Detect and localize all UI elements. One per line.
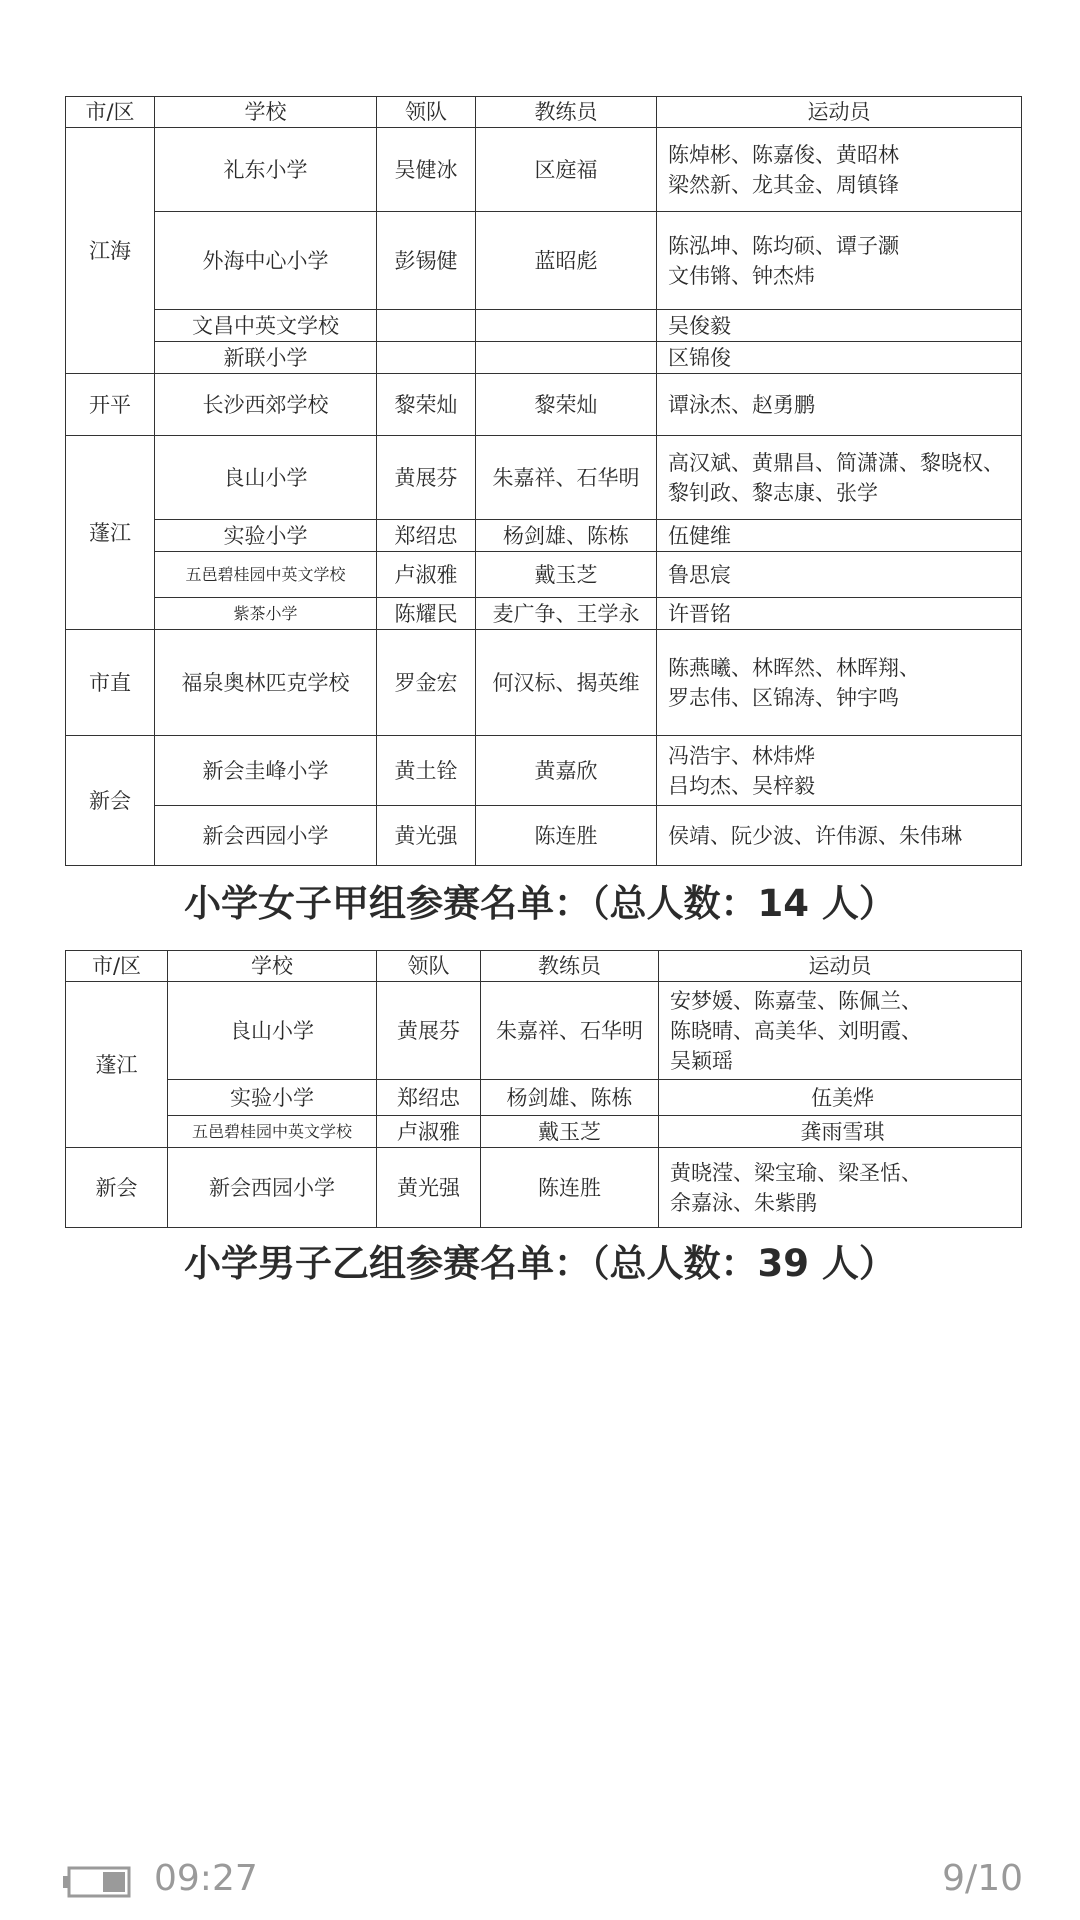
athlete-line: 区锦俊 xyxy=(668,345,731,370)
athlete-line: 梁然新、龙其金、周镇锋 xyxy=(668,172,899,197)
header-coach: 教练员 xyxy=(481,951,659,982)
leader-cell xyxy=(377,310,476,342)
header-leader: 领队 xyxy=(377,97,476,128)
district-cell: 开平 xyxy=(66,374,155,436)
section-heading-boys-b: 小学男子乙组参赛名单：（总人数：39 人） xyxy=(184,1242,896,1285)
table-row xyxy=(66,736,1022,806)
coach-cell: 麦广争、王学永 xyxy=(476,598,657,630)
athletes-cell xyxy=(657,520,1022,552)
school-cell: 外海中心小学 xyxy=(155,212,377,310)
table-row xyxy=(66,374,1022,436)
district-cell: 新会 xyxy=(66,736,155,866)
athlete-line: 安梦媛、陈嘉莹、陈佩兰、 xyxy=(670,988,922,1013)
school-cell: 文昌中英文学校 xyxy=(155,310,377,342)
section-heading-girls-a: 小学女子甲组参赛名单：（总人数：14 人） xyxy=(184,882,896,925)
table-row xyxy=(66,436,1022,520)
table-row xyxy=(66,520,1022,552)
header-athletes: 运动员 xyxy=(659,951,1022,982)
school-cell: 五邑碧桂园中英文学校 xyxy=(155,552,377,598)
school-cell: 新会西园小学 xyxy=(168,1148,377,1228)
athletes-cell xyxy=(657,342,1022,374)
coach-cell: 杨剑雄、陈栋 xyxy=(481,1080,659,1116)
school-cell: 实验小学 xyxy=(168,1080,377,1116)
table-row xyxy=(66,212,1022,310)
table-row xyxy=(66,128,1022,212)
athlete-line: 吴颖瑶 xyxy=(670,1048,733,1073)
leader-cell: 黄土铨 xyxy=(377,736,476,806)
table-row xyxy=(66,806,1022,866)
athletes-cell xyxy=(657,806,1022,866)
school-cell: 礼东小学 xyxy=(155,128,377,212)
leader-cell: 卢淑雅 xyxy=(377,552,476,598)
leader-cell: 黄光强 xyxy=(377,1148,481,1228)
coach-cell: 蓝昭彪 xyxy=(476,212,657,310)
battery-icon xyxy=(63,1866,131,1898)
coach-cell: 杨剑雄、陈栋 xyxy=(476,520,657,552)
coach-cell: 朱嘉祥、石华明 xyxy=(476,436,657,520)
school-cell: 福泉奥林匹克学校 xyxy=(155,630,377,736)
school-cell: 五邑碧桂园中英文学校 xyxy=(168,1116,377,1148)
header-district: 市/区 xyxy=(66,97,155,128)
school-cell: 新会西园小学 xyxy=(155,806,377,866)
athlete-line: 罗志伟、区锦涛、钟宇鸣 xyxy=(668,685,899,710)
athletes-cell xyxy=(659,982,1022,1080)
athletes-cell xyxy=(657,212,1022,310)
athlete-line: 鲁思宸 xyxy=(668,562,731,587)
table-row xyxy=(66,630,1022,736)
leader-cell: 卢淑雅 xyxy=(377,1116,481,1148)
athlete-line: 陈焯彬、陈嘉俊、黄昭林 xyxy=(668,142,899,167)
district-cell: 蓬江 xyxy=(66,982,168,1148)
table-header-row xyxy=(66,97,1022,128)
roster-table-girls-a xyxy=(65,950,1022,1228)
header-school: 学校 xyxy=(168,951,377,982)
table-row xyxy=(66,552,1022,598)
athletes-cell xyxy=(657,552,1022,598)
coach-cell: 黄嘉欣 xyxy=(476,736,657,806)
page-indicator: 9/10 xyxy=(942,1858,1023,1899)
coach-cell: 陈连胜 xyxy=(481,1148,659,1228)
clock-time: 09:27 xyxy=(154,1858,258,1899)
district-cell: 江海 xyxy=(66,128,155,374)
leader-cell: 陈耀民 xyxy=(377,598,476,630)
school-cell: 良山小学 xyxy=(155,436,377,520)
school-cell: 实验小学 xyxy=(155,520,377,552)
athlete-line: 陈晓晴、高美华、刘明霞、 xyxy=(670,1018,922,1043)
leader-cell: 吴健冰 xyxy=(377,128,476,212)
leader-cell: 黄光强 xyxy=(377,806,476,866)
athlete-line: 文伟锵、钟杰炜 xyxy=(668,263,815,288)
athlete-line: 吴俊毅 xyxy=(668,313,731,338)
leader-cell xyxy=(377,342,476,374)
athlete-line: 伍美烨 xyxy=(811,1085,874,1110)
athletes-cell xyxy=(657,128,1022,212)
coach-cell: 朱嘉祥、石华明 xyxy=(481,982,659,1080)
coach-cell: 区庭福 xyxy=(476,128,657,212)
leader-cell: 黎荣灿 xyxy=(377,374,476,436)
school-cell: 新联小学 xyxy=(155,342,377,374)
coach-cell: 戴玉芝 xyxy=(476,552,657,598)
athletes-cell xyxy=(659,1148,1022,1228)
school-cell: 紫茶小学 xyxy=(155,598,377,630)
athlete-line: 吕均杰、吴梓毅 xyxy=(668,773,815,798)
athlete-line: 伍健维 xyxy=(668,523,731,548)
coach-cell: 黎荣灿 xyxy=(476,374,657,436)
leader-cell: 黄展芬 xyxy=(377,982,481,1080)
leader-cell: 彭锡健 xyxy=(377,212,476,310)
table-row xyxy=(66,1148,1022,1228)
table-header-row xyxy=(66,951,1022,982)
athlete-line: 谭泳杰、赵勇鹏 xyxy=(668,392,815,417)
leader-cell: 郑绍忠 xyxy=(377,520,476,552)
athlete-line: 龚雨雪琪 xyxy=(800,1119,885,1144)
athlete-line: 冯浩宇、林炜烨 xyxy=(668,743,815,768)
reader-status-bar xyxy=(0,1850,1080,1910)
athlete-line: 陈泓坤、陈均硕、谭子灏 xyxy=(668,233,899,258)
athlete-line: 黄晓滢、梁宝瑜、梁圣恬、 xyxy=(670,1160,922,1185)
coach-cell: 陈连胜 xyxy=(476,806,657,866)
athlete-line: 陈燕曦、林晖然、林晖翔、 xyxy=(668,655,920,680)
athlete-line: 侯靖、阮少波、许伟源、朱伟琳 xyxy=(668,823,962,848)
table-row xyxy=(66,982,1022,1080)
athletes-cell xyxy=(657,436,1022,520)
coach-cell xyxy=(476,310,657,342)
table-row xyxy=(66,310,1022,342)
leader-cell: 黄展芬 xyxy=(377,436,476,520)
school-cell: 新会圭峰小学 xyxy=(155,736,377,806)
leader-cell: 罗金宏 xyxy=(377,630,476,736)
district-cell: 蓬江 xyxy=(66,436,155,630)
school-cell: 长沙西郊学校 xyxy=(155,374,377,436)
roster-table-boys-a xyxy=(65,96,1022,866)
header-school: 学校 xyxy=(155,97,377,128)
athlete-line: 高汉斌、黄鼎昌、简潇潇、黎晓权、 xyxy=(668,450,1004,475)
athletes-cell xyxy=(657,310,1022,342)
athletes-cell xyxy=(657,630,1022,736)
leader-cell: 郑绍忠 xyxy=(377,1080,481,1116)
athletes-cell xyxy=(657,736,1022,806)
table-row xyxy=(66,1080,1022,1116)
header-district: 市/区 xyxy=(66,951,168,982)
athletes-cell xyxy=(659,1080,1022,1116)
table-row xyxy=(66,1116,1022,1148)
coach-cell xyxy=(476,342,657,374)
athletes-cell xyxy=(659,1116,1022,1148)
athlete-line: 许晋铭 xyxy=(668,601,731,626)
athlete-line: 黎钊政、黎志康、张学 xyxy=(668,480,878,505)
table-row xyxy=(66,342,1022,374)
coach-cell: 戴玉芝 xyxy=(481,1116,659,1148)
district-cell: 市直 xyxy=(66,630,155,736)
athletes-cell xyxy=(657,374,1022,436)
athletes-cell xyxy=(657,598,1022,630)
table-row xyxy=(66,598,1022,630)
header-coach: 教练员 xyxy=(476,97,657,128)
district-cell: 新会 xyxy=(66,1148,168,1228)
coach-cell: 何汉标、揭英维 xyxy=(476,630,657,736)
athlete-line: 余嘉泳、朱紫鹃 xyxy=(670,1190,817,1215)
header-athletes: 运动员 xyxy=(657,97,1022,128)
school-cell: 良山小学 xyxy=(168,982,377,1080)
header-leader: 领队 xyxy=(377,951,481,982)
